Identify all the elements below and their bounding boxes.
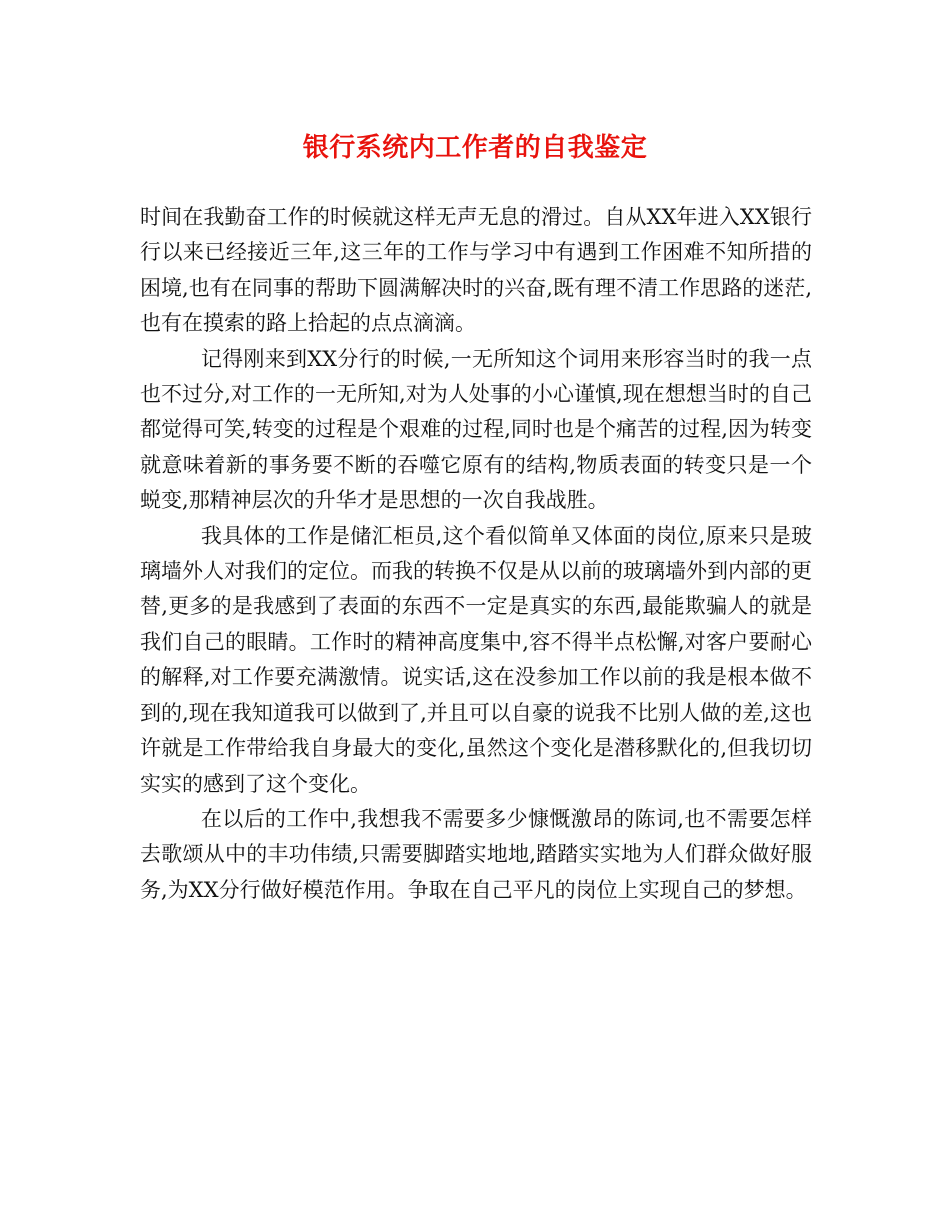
paragraph-4: 在以后的工作中,我想我不需要多少慷慨激昂的陈词,也不需要怎样去歌颂从中的丰功伟绩,只需要脚踏实地地,踏踏实实地为人们群众做好服务,为XX分行做好模范作用。争取在自己平凡的岗位上实现自己的梦想。 — [140, 806, 812, 902]
paragraph-2: 记得刚来到XX分行的时候,一无所知这个词用来形容当时的我一点也不过分,对工作的一无所知,对为人处事的小心谨慎,现在想想当时的自己都觉得可笑,转变的过程是个艰难的过程,同时也是个痛苦的过程,因为转变就意味着新的事务要不断的吞噬它原有的结构,物质表面的转变只是一个蜕变,那精神层次的升华才是思想的一次自我战胜。 — [140, 346, 812, 513]
paragraph-3: 我具体的工作是储汇柜员,这个看似简单又体面的岗位,原来只是玻璃墙外人对我们的定位。而我的转换不仅是从以前的玻璃墙外到内部的更替,更多的是我感到了表面的东西不一定是真实的东西,最能欺骗人的就是我们自己的眼睛。工作时的精神高度集中,容不得半点松懈,对客户要耐心的解释,对工作要充满激情。说实话,这在没参加工作以前的我是根本做不到的,现在我知道我可以做到了,并且可以自豪的说我不比别人做的差,这也许就是工作带给我自身最大的变化,虽然这个变化是潜移默化的,但我切切实实的感到了这个变化。 — [140, 523, 812, 796]
paragraph-1: 时间在我勤奋工作的时候就这样无声无息的滑过。自从XX年进入XX银行行以来已经接近三年,这三年的工作与学习中有遇到工作困难不知所措的困境,也有在同事的帮助下圆满解决时的兴奋,既有理不清工作思路的迷茫,也有在摸索的路上拾起的点点滴滴。 — [140, 205, 812, 336]
document-title: 银行系统内工作者的自我鉴定 — [302, 133, 648, 163]
document-body — [140, 200, 812, 908]
